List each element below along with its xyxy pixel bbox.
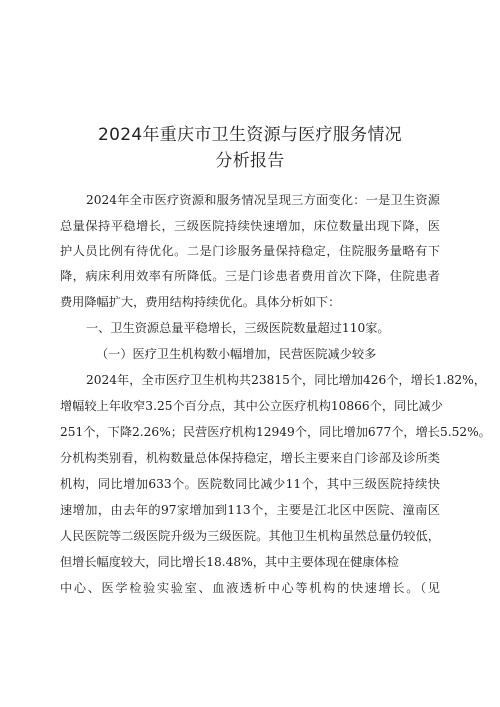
paragraph-line: 中心、医学检验实验室、血液透析中心等机构的快速增长。（见 <box>60 581 440 595</box>
paragraph-line: 但增长幅度较大，同比增长18.48%，其中主要体现在健康体检 <box>60 555 399 569</box>
paragraph-line: 机构，同比增加633个。医院数同比减少11个，其中三级医院持续快 <box>60 477 440 491</box>
paragraph-line: 2024年，全市医疗卫生机构共23815个，同比增加426个，增长1.82%， <box>86 373 486 387</box>
paragraph-line: 251个，下降2.26%；民营医疗机构12949个，同比增加677个，增长5.52%。 <box>60 425 491 439</box>
paragraph-line: 速增加，由去年的97家增加到113个，主要是江北区中医院、潼南区 <box>60 503 440 517</box>
document-title-line-2: 分析报告 <box>215 151 285 171</box>
paragraph-line: 增幅较上年收窄3.25个百分点，其中公立医疗机构10866个，同比减少 <box>60 399 443 413</box>
paragraph-line: 降，病床利用效率有所降低。三是门诊患者费用首次下降，住院患者 <box>60 269 440 283</box>
paragraph-line: 分机构类别看，机构数量总体保持稳定，增长主要来自门诊部及诊所类 <box>60 451 440 465</box>
paragraph-line: 护人员比例有待优化。二是门诊服务量保持稳定，住院服务量略有下 <box>60 244 440 258</box>
paragraph-line: 总量保持平稳增长，三级医院持续快速增加，床位数量出现下降，医 <box>60 219 440 233</box>
paragraph-line: 费用降幅扩大，费用结构持续优化。具体分析如下： <box>60 295 341 309</box>
document-title-line-1: 2024年重庆市卫生资源与医疗服务情况 <box>98 125 402 145</box>
subsection-heading: （一）医疗卫生机构数小幅增加，民营医院减少较多 <box>96 347 377 361</box>
section-heading: 一、卫生资源总量平稳增长，三级医院数量超过110家。 <box>86 321 390 335</box>
paragraph-line: 2024年全市医疗资源和服务情况呈现三方面变化：一是卫生资源 <box>86 193 440 207</box>
paragraph-line: 人民医院等二级医院升级为三级医院。其他卫生机构虽然总量仍较低， <box>60 529 440 543</box>
